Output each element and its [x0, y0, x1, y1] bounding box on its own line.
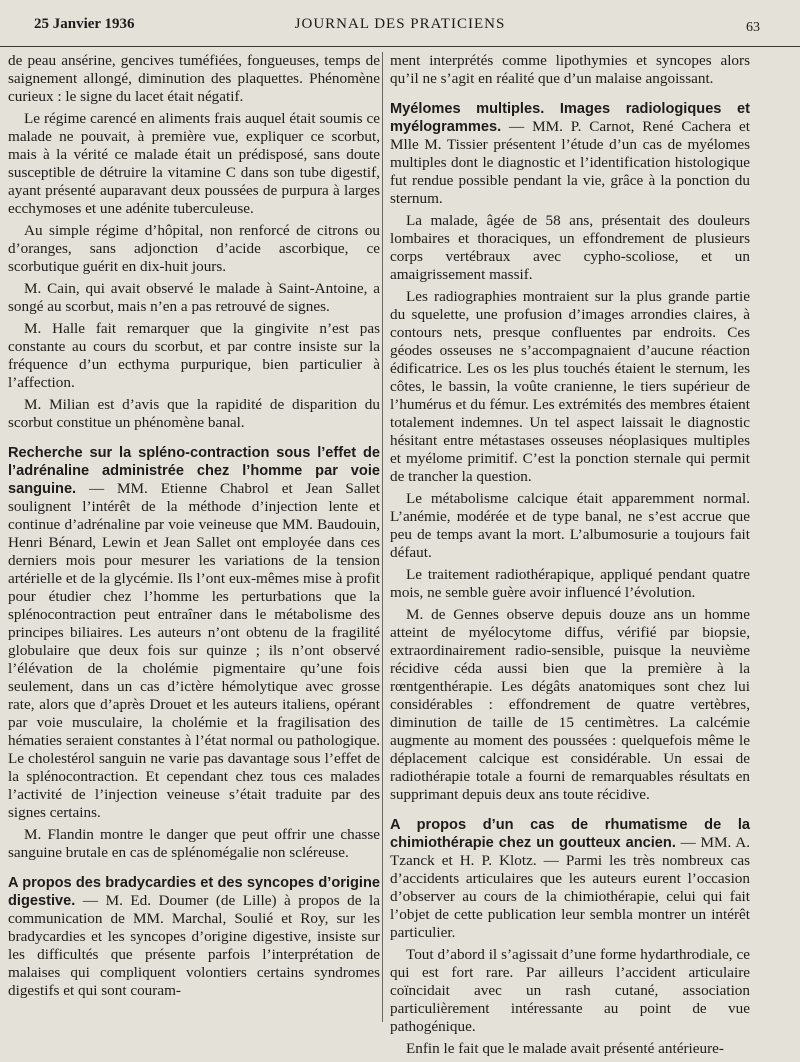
section-title: Myélomes multiples. Images radiologiques et myélogrammes.	[390, 101, 750, 135]
paragraph: Le traitement radiothérapique, appliqué pendant quatre mois, ne semble guère avoir influencé l’évolution.	[390, 566, 750, 601]
paragraph: Au simple régime d’hôpital, non renforcé de citrons ou d’oranges, sans adjonction d’acide ascorbique, ce scorbutique guérit en dix-huit jours.	[8, 222, 380, 275]
paragraph-text: — MM. P. Carnot, René Cachera et Mlle M. Tissier présentent l’étude d’un cas de myélomes multiples dont le diagnostic et l’identification histologique fut rendue possible pendant la vie, grâce à la ponction du sternum.	[390, 118, 750, 207]
paragraph: M. Milian est d’avis que la rapidité de disparition du scorbut constitue un phénomène banal.	[8, 396, 380, 431]
column-divider	[382, 52, 383, 1022]
paragraph: M. Halle fait remarquer que la gingivite n’est pas constante au cours du scorbut, et par contre insiste sur la fréquence d’un ecthyma purpurique, bien particulier à l’affection.	[8, 320, 380, 391]
section-title: A propos d’un cas de rhumatisme de la chimiothérapie chez un goutteux ancien.	[390, 817, 750, 851]
paragraph: Le régime carencé en aliments frais auquel était soumis ce malade ne pouvait, à première vue, expliquer ce scorbut, mais à la vérité ce malade était un prédisposé, sans doute susceptible de détruire la vitamine C dans son tube digestif, ayant présenté auparavant deux poussées de purpura à larges ecchymoses et une adénite tuberculeuse.	[8, 110, 380, 217]
section-heading-paragraph	[390, 100, 750, 208]
paragraph: Le métabolisme calcique était apparemment normal. L’anémie, modérée et de type banal, ne s’est accrue que peu de temps avant la mort. L’albumosurie a toujours fait défaut.	[390, 490, 750, 561]
left-column	[8, 52, 380, 1004]
section-heading-paragraph	[8, 874, 380, 1000]
running-header	[0, 16, 800, 47]
section-title: Recherche sur la spléno-contraction sous l’effet de l’adrénaline administrée chez l’homme par voie sanguine.	[8, 445, 380, 497]
section-title: A propos des bradycardies et des syncopes d’origine digestive.	[8, 875, 380, 909]
paragraph-text: — MM. A. Tzanck et H. P. Klotz. — Parmi les très nombreux cas d’accidents articulaires que les auteurs eurent l’occasion d’observer au cours de la chimiothérapie, celui qui fait l’objet de cette publication leur sembla montrer un intérêt particulier.	[390, 834, 750, 941]
paragraph: M. Cain, qui avait observé le malade à Saint-Antoine, a songé au scorbut, mais n’en a pas retrouvé de signes.	[8, 280, 380, 315]
paragraph-text: — M. Ed. Doumer (de Lille) à propos de la communication de MM. Marchal, Soulié et Roy, sur les bradycardies et les syncopes d’origine digestive, insiste sur les difficultés que présente parfois l’interprétation de malaises qui compliquent volontiers certains syndromes digestifs et qui sont couram-	[8, 892, 380, 999]
page-number: 63	[746, 20, 760, 35]
paragraph: M. de Gennes observe depuis douze ans un homme atteint de myélocytome diffus, vérifié par biopsie, extraordinairement radio-sensible, puisque la neuvième récidive céda aussi bien que la première à la rœntgenthérapie. Les dégâts anatomiques sont chez lui considérables : effondrement de quatre vertèbres, diminution de taille de 15 centimètres. La calcémie augmente au moment des poussées : quelquefois même le déplacement calcique est considérable. Un essai de radiothérapie totale a fourni de remarquables résultats en supprimant depuis deux ans toute récidive.	[390, 606, 750, 803]
issue-date: 25 Janvier 1936	[34, 16, 135, 32]
journal-title: JOURNAL DES PRATICIENS	[294, 16, 506, 32]
paragraph: Tout d’abord il s’agissait d’une forme hydarthrodiale, ce qui est fort rare. Par ailleurs l’accident articulaire coïncidait avec un rash cutané, association particulièrement intéressante au point de vue pathogénique.	[390, 946, 750, 1035]
paragraph: de peau ansérine, gencives tuméfiées, fongueuses, temps de saignement allongé, diminution des plaquettes. Phénomène curieux : le signe du lacet était négatif.	[8, 52, 380, 105]
paragraph: Les radiographies montraient sur la plus grande partie du squelette, une profusion d’images arrondies claires, à contours nets, presque confluentes par endroits. Ces géodes osseuses ne s’accompagnaient d’aucune réaction édificatrice. Les os les plus touchés étaient le sternum, les côtes, le bassin, la voûte cranienne, le tiers supérieur de l’humérus et du fémur. Les extrémités des membres étaient totalement indemnes. Un tel aspect laissait le diagnostic hésitant entre métastases osseuses néoplasiques multiples et myélome primitif. C’est la ponction sternale qui permit de trancher la question.	[390, 288, 750, 485]
section-heading-paragraph	[390, 816, 750, 942]
paragraph: ment interprétés comme lipothymies et syncopes alors qu’il ne s’agit en réalité que d’un malaise angoissant.	[390, 52, 750, 87]
paragraph: Enfin le fait que le malade avait présenté antérieure-	[406, 1040, 724, 1057]
paragraph: M. Flandin montre le danger que peut offrir une chasse sanguine brutale en cas de splénomégalie non scléreuse.	[8, 826, 380, 861]
paragraph-text: — MM. Etienne Chabrol et Jean Sallet soulignent l’intérêt de la méthode d’injection lente et continue d’adrénaline par voie veineuse que MM. Baudouin, Henri Bénard, Lewin et Jean Sallet ont employée dans ces derniers mois pour mesurer les variations de la tension artérielle et de la glycémie. Ils l’ont eux-mêmes mise à profit pour étudier chez l’homme les perturbations que la splénocontraction peut entraîner dans le métabolisme des principes biliaires. Les auteurs n’ont obtenu de la fragilité globulaire que deux fois sur quinze ; ils n’ont observé l’élévation de la cholémie pigmentaire qu’une fois seulement, dans un cas d’ictère hémolytique avec grosse rate, alors que d’après Drouet et les auteurs italiens, opérant par voie musculaire, la cholémie et la fragilisation des hématies seraient constantes à l’état normal ou pathologique. Le cholestérol sanguin ne varie pas davantage sous l’effet de la splénocontraction. Et cependant chez tous ces malades l’activité de l’injection veineuse s’était traduite par des signes certains.	[8, 480, 380, 821]
right-column	[390, 52, 750, 1062]
section-heading-paragraph	[8, 444, 380, 822]
paragraph: La malade, âgée de 58 ans, présentait des douleurs lombaires et thoraciques, un effondrement de plusieurs corps vertébraux avec cypho-scoliose, et un amaigrissement massif.	[390, 212, 750, 283]
